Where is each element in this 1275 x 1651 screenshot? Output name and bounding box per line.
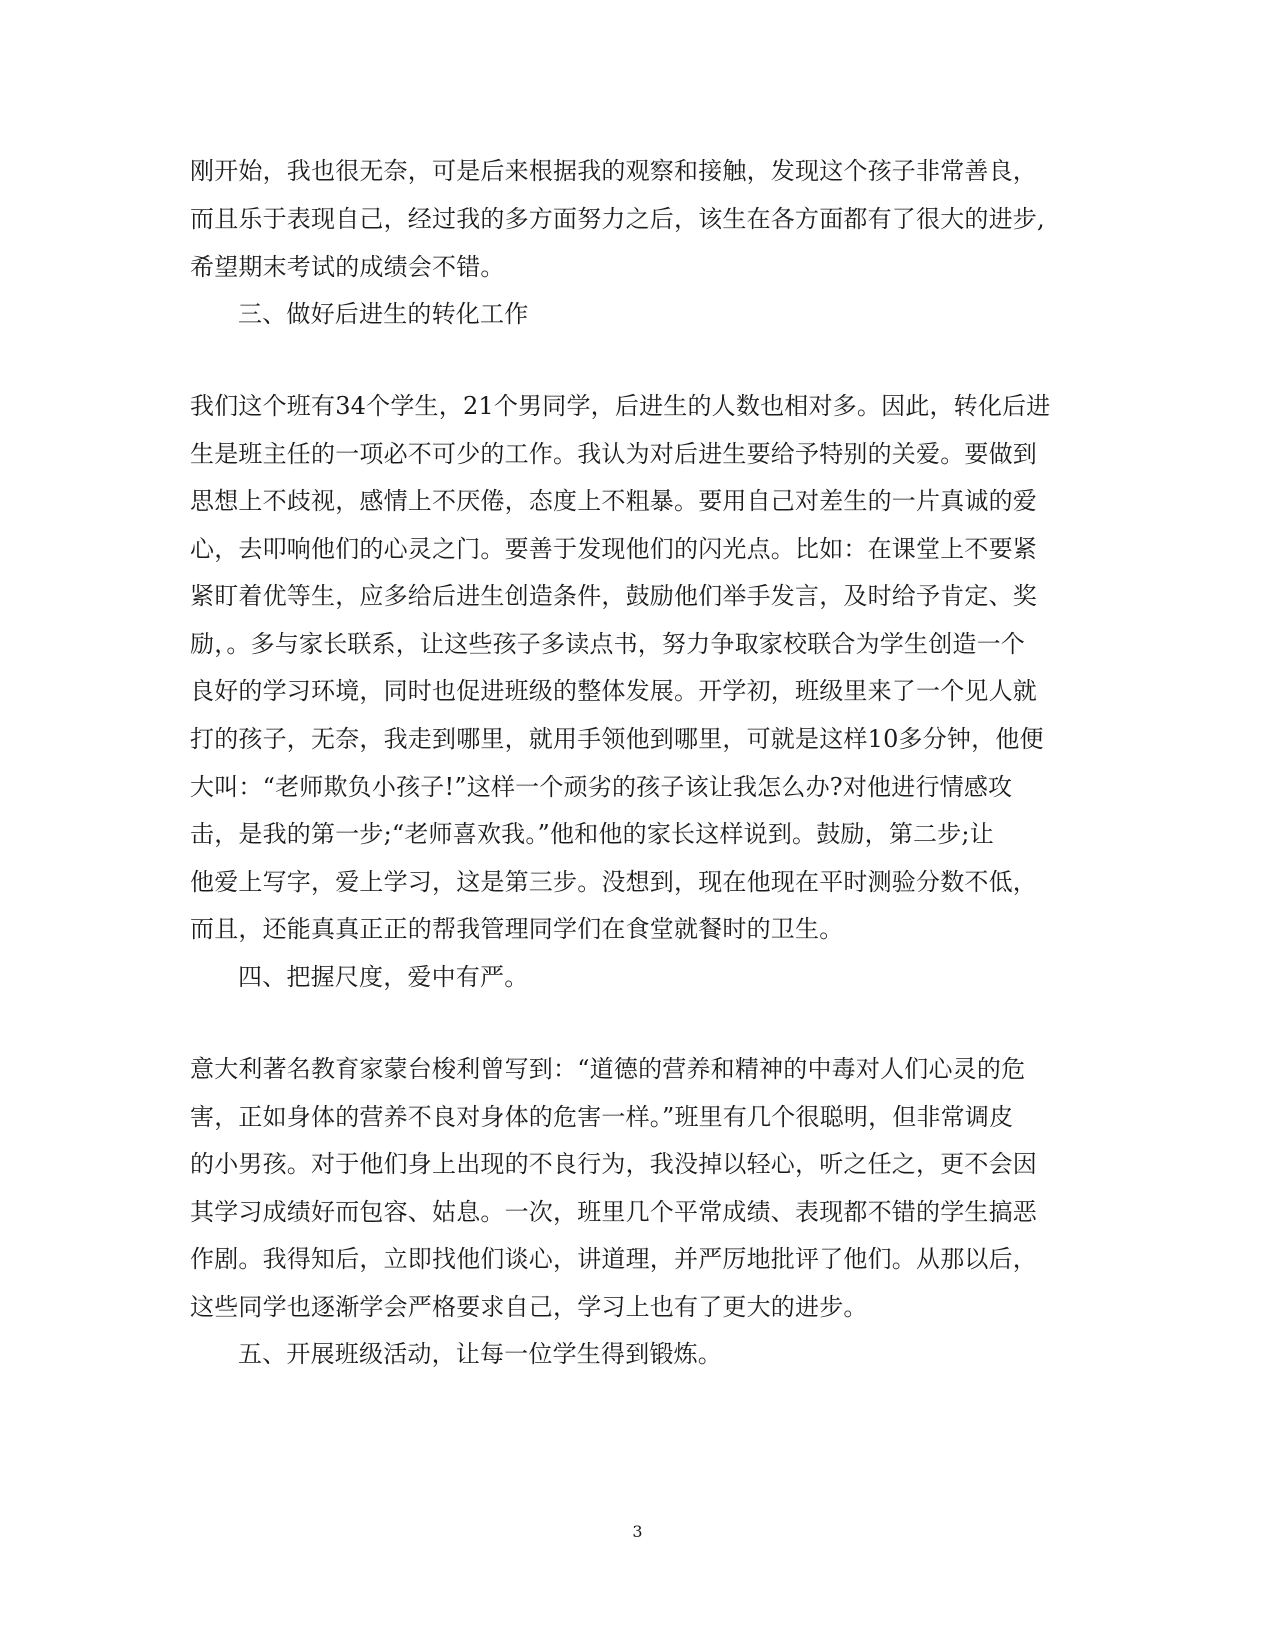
body-text-line: 生是班主任的一项必不可少的工作。我认为对后进生要给予特别的关爱。要做到 <box>190 440 1037 468</box>
section-heading-4: 四、把握尺度，爱中有严。 <box>238 963 529 991</box>
body-text-line: 思想上不歧视，感情上不厌倦，态度上不粗暴。要用自己对差生的一片真诚的爱 <box>190 487 1037 515</box>
body-text-line: 而且乐于表现自己，经过我的多方面努力之后，该生在各方面都有了很大的进步, <box>190 205 1045 233</box>
section-heading-5: 五、开展班级活动，让每一位学生得到锻炼。 <box>238 1340 722 1368</box>
page-number: 3 <box>632 1522 643 1541</box>
body-text-line: 其学习成绩好而包容、姑息。一次，班里几个平常成绩、表现都不错的学生搞恶 <box>190 1198 1037 1226</box>
body-text-line: 心，去叩响他们的心灵之门。要善于发现他们的闪光点。比如：在课堂上不要紧 <box>190 535 1037 563</box>
body-text-line: 紧盯着优等生，应多给后进生创造条件，鼓励他们举手发言，及时给予肯定、奖 <box>190 582 1037 610</box>
body-text-line: 击，是我的第一步;“老师喜欢我。”他和他的家长这样说到。鼓励，第二步;让 <box>190 820 994 848</box>
body-text-line: 我们这个班有34个学生，21个男同学，后进生的人数也相对多。因此，转化后进 <box>190 392 1051 420</box>
body-text-line: 刚开始，我也很无奈，可是后来根据我的观察和接触，发现这个孩子非常善良， <box>190 157 1037 185</box>
body-text-line: 他爱上写字，爱上学习，这是第三步。没想到，现在他现在平时测验分数不低， <box>190 868 1037 896</box>
section-heading-3: 三、做好后进生的转化工作 <box>238 300 529 328</box>
body-text-line: 作剧。我得知后，立即找他们谈心，讲道理，并严厉地批评了他们。从那以后， <box>190 1245 1037 1273</box>
body-text-line: 这些同学也逐渐学会严格要求自己，学习上也有了更大的进步。 <box>190 1293 868 1321</box>
body-text-line: 励，。多与家长联系，让这些孩子多读点书，努力争取家校联合为学生创造一个 <box>190 630 1025 658</box>
body-text-line: 良好的学习环境，同时也促进班级的整体发展。开学初，班级里来了一个见人就 <box>190 677 1037 705</box>
body-text-line: 害，正如身体的营养不良对身体的危害一样。”班里有几个很聪明，但非常调皮 <box>190 1103 1014 1131</box>
body-text-line: 意大利著名教育家蒙台梭利曾写到：“道德的营养和精神的中毒对人们心灵的危 <box>190 1055 1026 1083</box>
body-text-line: 希望期末考试的成绩会不错。 <box>190 253 505 281</box>
body-text-line: 而且，还能真真正正的帮我管理同学们在食堂就餐时的卫生。 <box>190 915 844 943</box>
body-text-line: 的小男孩。对于他们身上出现的不良行为，我没掉以轻心，听之任之，更不会因 <box>190 1150 1037 1178</box>
body-text-line: 大叫：“老师欺负小孩子!”这样一个顽劣的孩子该让我怎么办?对他进行情感攻 <box>190 773 1013 801</box>
body-text-line: 打的孩子，无奈，我走到哪里，就用手领他到哪里，可就是这样10多分钟，他便 <box>190 725 1044 753</box>
